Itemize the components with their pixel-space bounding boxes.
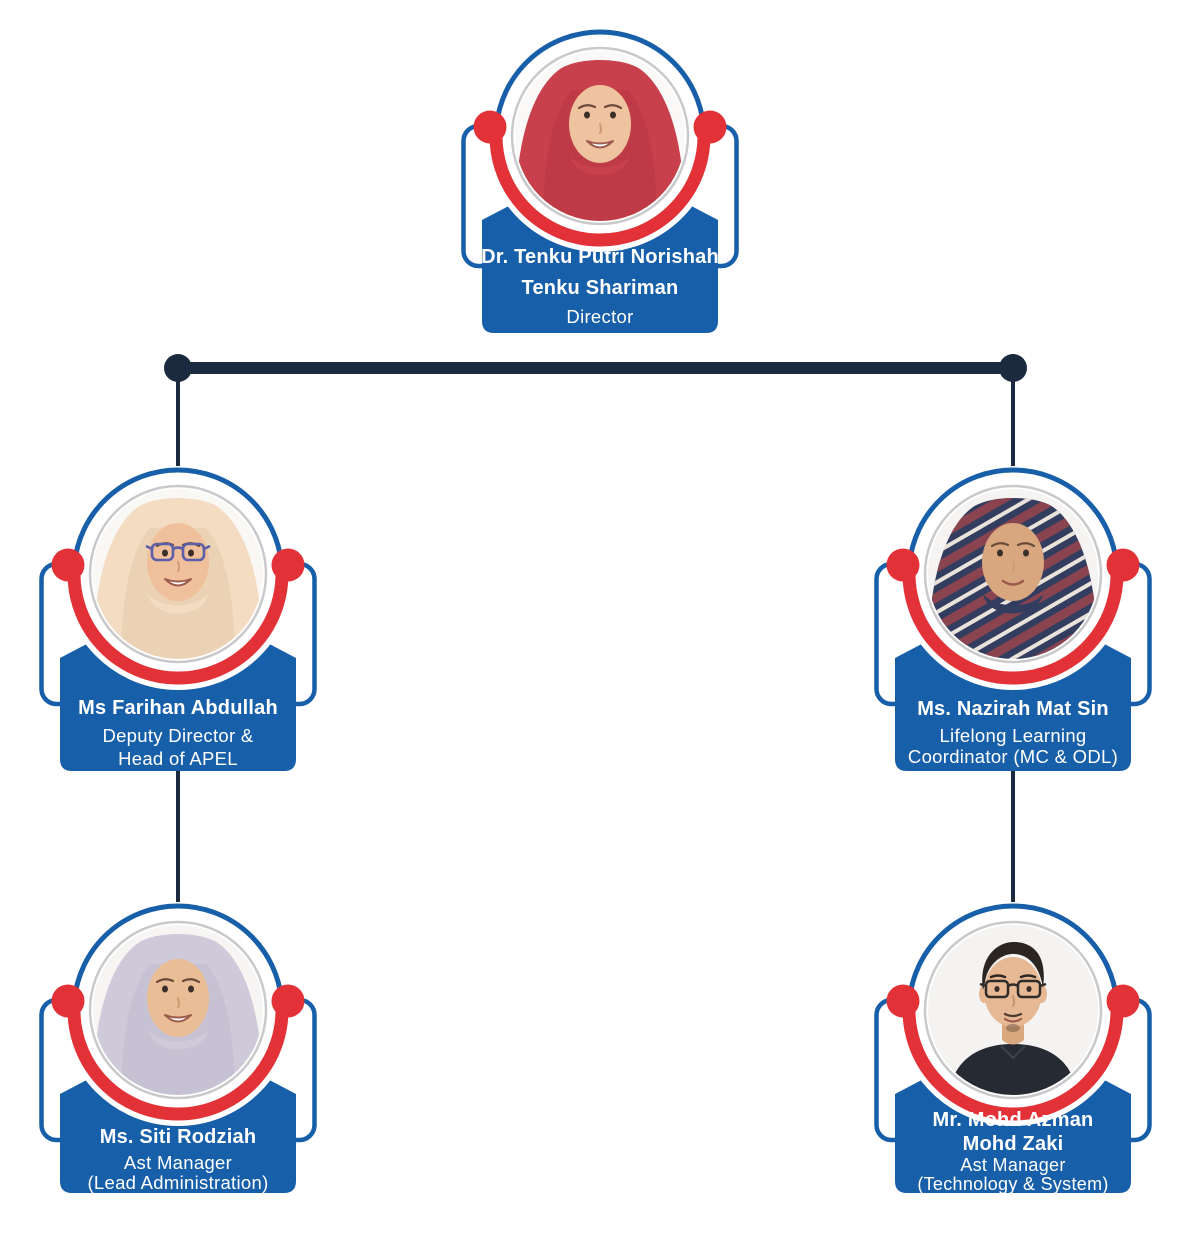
person-title: Lifelong Learning	[939, 725, 1087, 746]
org-card-ast-manager-administration	[28, 902, 328, 1242]
card-text	[863, 1108, 1163, 1194]
red-dot-left	[52, 549, 85, 582]
person-title: (Technology & System)	[917, 1174, 1109, 1194]
person-title: Deputy Director &	[102, 725, 254, 746]
red-dot-left	[887, 549, 920, 582]
red-dot-left	[474, 111, 507, 144]
red-dot-left	[887, 985, 920, 1018]
card-text	[28, 693, 328, 770]
person-title: (Lead Administration)	[87, 1172, 269, 1193]
person-title: Ast Manager	[960, 1155, 1066, 1175]
org-card-ast-manager-technology	[863, 902, 1163, 1242]
person-name: Ms. Siti Rodziah	[99, 1126, 257, 1148]
person-name: Ms Farihan Abdullah	[78, 697, 278, 719]
org-card-deputy-director	[28, 466, 328, 806]
connector-vertical-right-top	[1011, 374, 1015, 472]
person-name: Mr. Mohd Azman	[932, 1109, 1094, 1131]
org-card-director	[450, 28, 750, 368]
red-dot-right	[1107, 549, 1140, 582]
card-text	[450, 242, 750, 329]
card-text	[863, 694, 1163, 767]
person-name: Mohd Zaki	[962, 1133, 1064, 1155]
connector-vertical-left-top	[176, 374, 180, 472]
person-title: Director	[566, 306, 634, 327]
person-title: Head of APEL	[118, 748, 238, 769]
org-card-lifelong-learning-coordinator	[863, 466, 1163, 806]
person-title: Coordinator (MC & ODL)	[907, 746, 1119, 767]
red-dot-right	[272, 549, 305, 582]
red-dot-right	[272, 985, 305, 1018]
red-dot-right	[1107, 985, 1140, 1018]
person-name: Dr. Tenku Putri Norishah	[481, 246, 719, 268]
red-dot-right	[694, 111, 727, 144]
red-dot-left	[52, 985, 85, 1018]
person-name: Ms. Nazirah Mat Sin	[917, 698, 1109, 720]
card-text	[28, 1122, 328, 1193]
person-name: Tenku Shariman	[521, 277, 679, 299]
person-title: Ast Manager	[123, 1152, 233, 1173]
